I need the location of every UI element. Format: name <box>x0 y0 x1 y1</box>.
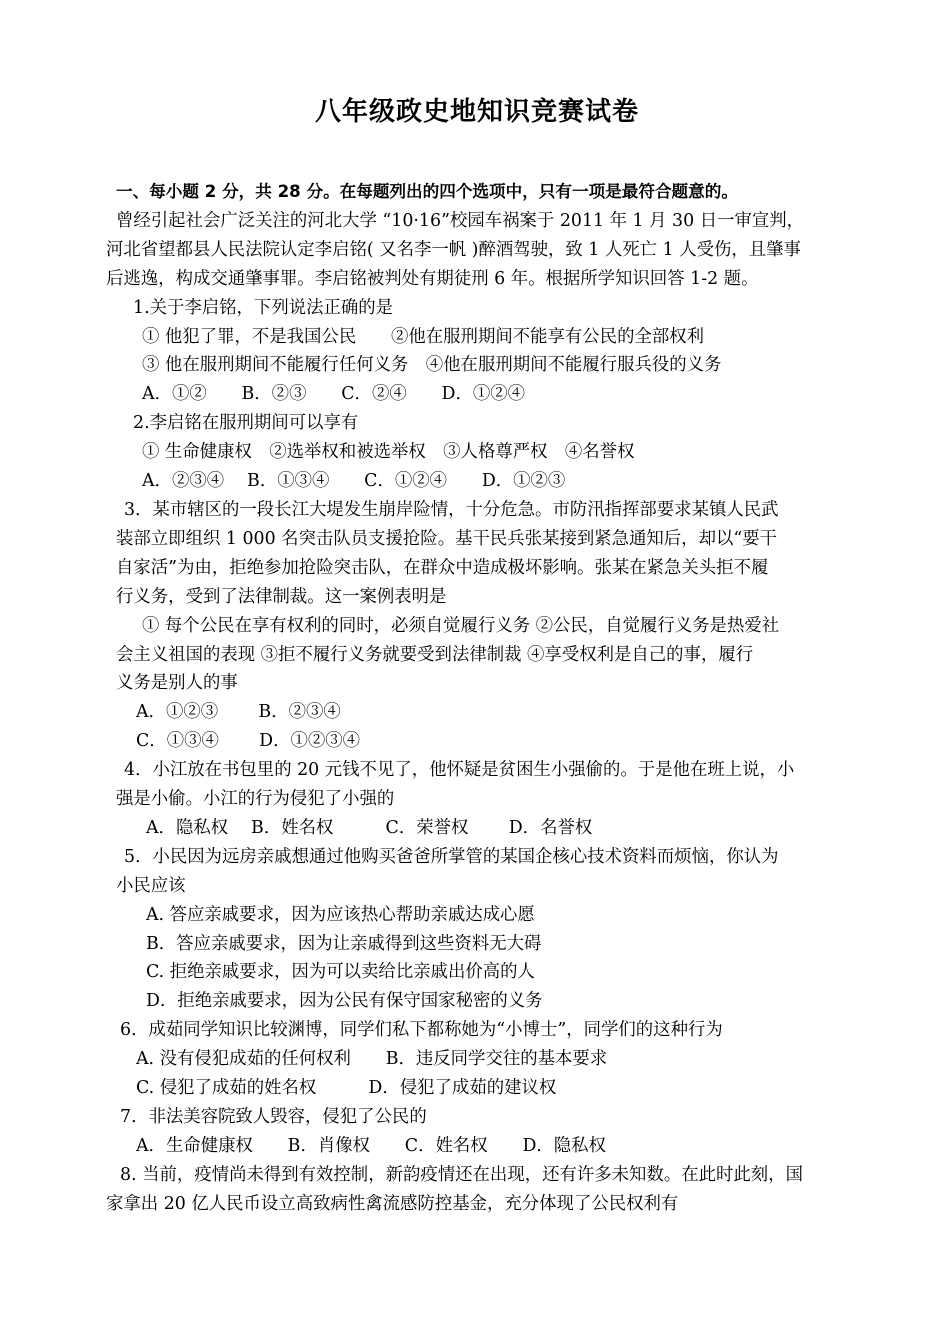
section-1 <box>106 178 848 1219</box>
page-title: 八年级政史地知识竞赛试卷 <box>314 97 639 127</box>
answer-choice-a: A. 答应亲戚要求，因为应该热心帮助亲戚达成心愿 <box>146 904 535 925</box>
question-options: 会主义祖国的表现 ③拒不履行义务就要受到法律制裁 ④享受权利是自己的事，履行 <box>116 644 754 665</box>
question-1 <box>106 294 848 410</box>
answer-choices: A．①② B．②③ C．②④ D．①②④ <box>142 384 526 405</box>
answer-choices: A．②③④ B．①③④ C．①②④ D．①②③ <box>142 471 566 492</box>
question-stem: 2.李启铭在服刑期间可以享有 <box>133 413 359 434</box>
question-options: 义务是别人的事 <box>116 673 238 694</box>
question-stem: 7．非法美容院致人毁容，侵犯了公民的 <box>120 1107 427 1127</box>
question-stem: 装部立即组织 1 000 名突击队员支援抢险。基干民兵张某接到紧急通知后，却以“要干 <box>116 528 778 549</box>
question-options: ① 生命健康权 ②选举权和被选举权 ③人格尊严权 ④名誉权 <box>142 442 635 463</box>
answer-choices: C．①③④ D．①②③④ <box>136 731 361 752</box>
answer-choice-b: B．答应亲戚要求，因为让亲戚得到这些资料无大碍 <box>146 933 542 954</box>
question-options: ③ 他在服刑期间不能履行任何义务 ④他在服刑期间不能履行服兵役的义务 <box>142 355 722 376</box>
answer-choice-d: D．拒绝亲戚要求，因为公民有保守国家秘密的义务 <box>146 991 543 1012</box>
question-stem: 5．小民因为远房亲戚想通过他购买爸爸所掌管的某国企核心技术资料而烦恼，你认为 <box>124 846 779 867</box>
question-2 <box>106 409 848 496</box>
question-stem: 自家活”为由，拒绝参加抢险突击队，在群众中造成极坏影响。张某在紧急关头拒不履 <box>116 557 769 578</box>
question-stem: 4．小江放在书包里的 20 元钱不见了，他怀疑是贫困生小强偷的。于是他在班上说，小 <box>124 760 795 781</box>
question-stem: 1.关于李启铭，下列说法正确的是 <box>133 297 394 318</box>
question-7 <box>106 1103 848 1161</box>
answer-choices: A. 没有侵犯成茹的任何权利 B．违反同学交往的基本要求 <box>136 1049 608 1070</box>
question-options: ① 他犯了罪，不是我国公民 ②他在服刑期间不能享有公民的全部权利 <box>142 326 705 347</box>
answer-choice-c: C. 拒绝亲戚要求，因为可以卖给比亲戚出价高的人 <box>146 962 535 983</box>
question-stem: 3．某市辖区的一段长江大堤发生崩岸险情，十分危急。市防汛指挥部要求某镇人民武 <box>124 499 779 520</box>
question-3 <box>106 496 848 756</box>
question-stem: 6．成茹同学知识比较渊博，同学们私下都称她为“小博士”，同学们的这种行为 <box>120 1020 723 1041</box>
intro-line: 后逃逸，构成交通肇事罪。李启铭被判处有期徒刑 6 年。根据所学知识回答 1-2 题。 <box>106 268 759 289</box>
question-stem: 家拿出 20 亿人民币设立高致病性禽流感防控基金，充分体现了公民权利有 <box>106 1193 679 1214</box>
question-6 <box>106 1016 848 1103</box>
answer-choices: C. 侵犯了成茹的姓名权 D．侵犯了成茹的建议权 <box>136 1078 557 1099</box>
question-stem: 小民应该 <box>116 875 186 896</box>
question-stem: 强是小偷。小江的行为侵犯了小强的 <box>116 789 395 810</box>
intro-line: 河北省望都县人民法院认定李启铭( 又名李一帆 )醉酒驾驶，致 1 人死亡 1 人受伤，且肇事 <box>106 239 801 260</box>
answer-choices: A．隐私权 B．姓名权 C．荣誉权 D．名誉权 <box>146 817 593 838</box>
question-8 <box>106 1161 848 1219</box>
intro-line: 曾经引起社会广泛关注的河北大学 “10·16”校园车祸案于 2011 年 1 月 30 日一审宣判， <box>116 210 805 231</box>
answer-choices: A．生命健康权 B．肖像权 C．姓名权 D．隐私权 <box>136 1135 606 1156</box>
answer-choices: A．①②③ B．②③④ <box>136 702 341 723</box>
question-options: ① 每个公民在享有权利的同时，必须自觉履行义务 ②公民，自觉履行义务是热爱社 <box>142 615 780 636</box>
question-5 <box>106 843 848 1016</box>
section-header: 一、每小题 2 分，共 28 分。在每题列出的四个选项中，只有一项是最符合题意的。 <box>116 182 738 201</box>
question-stem: 8. 当前，疫情尚未得到有效控制，新韵疫情还在出现，还有许多未知数。在此时此刻，国 <box>120 1164 803 1185</box>
question-4 <box>106 756 848 843</box>
intro-passage <box>106 207 848 294</box>
question-stem: 行义务，受到了法律制裁。这一案例表明是 <box>116 586 447 607</box>
